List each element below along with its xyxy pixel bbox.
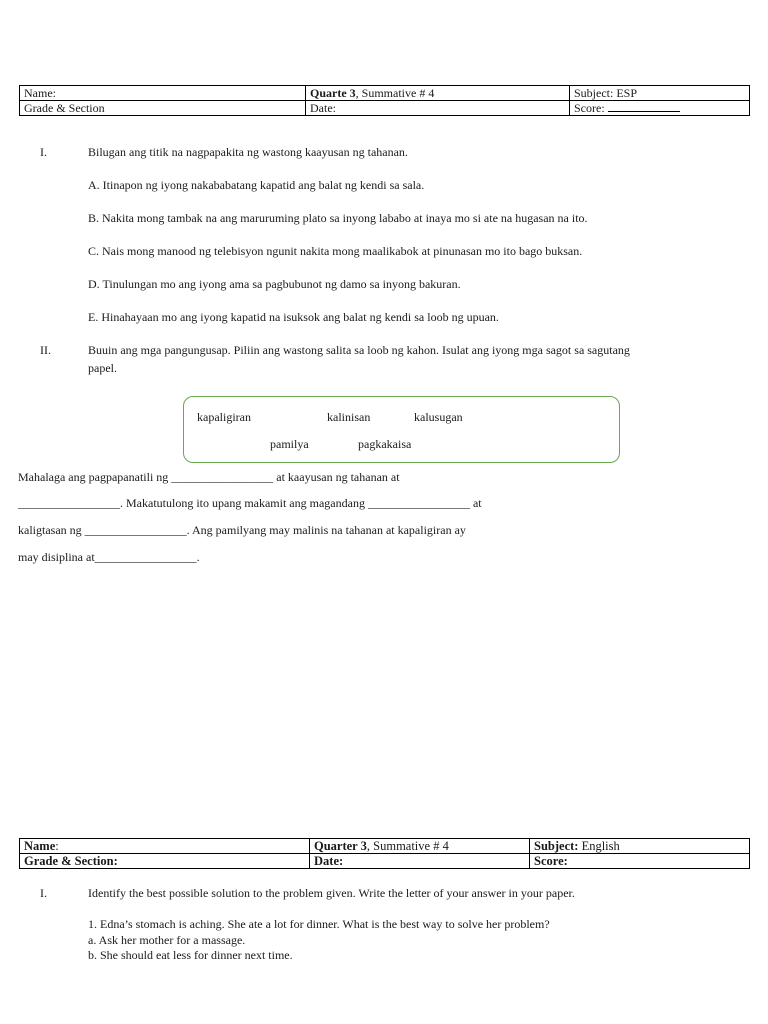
quarter-label-2: Quarter 3 [314, 839, 367, 853]
paragraph-line-2: _________________. Makatutulong ito upang makamit ang magandang _________________ at [18, 496, 482, 510]
date-cell-2 [310, 854, 530, 869]
subject-value-2: English [578, 839, 620, 853]
choice-a[interactable]: A. Itinapon ng iyong nakababatang kapatid ang balat ng kendi sa sala. [88, 178, 425, 192]
paragraph-line-3: kaligtasan ng _________________. Ang pamilyang may malinis na tahanan at kapaligiran ay [18, 523, 466, 537]
section2-instruction-line2: papel. [88, 361, 117, 375]
word-kapaligiran: kapaligiran [197, 410, 251, 424]
word-kalinisan: kalinisan [327, 410, 371, 424]
grade-cell-2 [20, 854, 310, 869]
section3-instruction: Identify the best possible solution to the problem given. Write the letter of your answer in your paper. [88, 886, 575, 900]
quarter-cell-2 [310, 839, 530, 854]
header-table-english [19, 838, 750, 869]
paragraph-line-1: Mahalaga ang pagpapanatili ng _________________ at kaayusan ng tahanan at [18, 470, 400, 484]
score-blank [608, 101, 680, 112]
score-label-2: Score: [534, 854, 568, 868]
header-table-esp [19, 85, 750, 116]
section1-numeral: I. [40, 145, 47, 159]
section2-numeral: II. [40, 343, 51, 357]
section2-instruction-line1: Buuin ang mga pangungusap. Piliin ang wastong salita sa loob ng kahon. Isulat ang iyong mga sagot sa sagutang [88, 343, 630, 357]
word-kalusugan: kalusugan [414, 410, 463, 424]
name-label: Name: [24, 86, 56, 100]
choice-d[interactable]: D. Tinulungan mo ang iyong ama sa pagbubunot ng damo sa inyong bakuran. [88, 277, 461, 291]
name-colon-2: : [55, 839, 59, 853]
name-cell-2 [20, 839, 310, 854]
subject-label: Subject: ESP [574, 86, 638, 100]
word-pamilya: pamilya [270, 437, 309, 451]
grade-label-2: Grade & Section: [24, 854, 118, 868]
score-cell-2 [530, 854, 750, 869]
option-b[interactable]: b. She should eat less for dinner next time. [88, 948, 293, 962]
choice-b[interactable]: B. Nakita mong tambak na ang maruruming plato sa inyong lababo at inaya mo si ate na hugasan na ito. [88, 211, 588, 225]
subject-cell-2 [530, 839, 750, 854]
name-cell [20, 86, 306, 101]
quarter-label: Quarte 3 [310, 86, 356, 100]
choice-e[interactable]: E. Hinahayaan mo ang iyong kapatid na isuksok ang balat ng kendi sa loob ng upuan. [88, 310, 499, 324]
paragraph-line-4: may disiplina at_________________. [18, 550, 200, 564]
subject-label-2: Subject: [534, 839, 579, 853]
score-cell [570, 101, 750, 116]
quarter-cell [306, 86, 570, 101]
question-1: 1. Edna’s stomach is aching. She ate a lot for dinner. What is the best way to solve her problem? [88, 917, 550, 931]
date-cell [306, 101, 570, 116]
date-label: Date: [310, 101, 336, 115]
date-label-2: Date: [314, 854, 344, 868]
subject-cell [570, 86, 750, 101]
grade-cell [20, 101, 306, 116]
name-label-2: Name [24, 839, 56, 853]
section1-instruction: Bilugan ang titik na nagpapakita ng wastong kaayusan ng tahanan. [88, 145, 408, 159]
choice-c[interactable]: C. Nais mong manood ng telebisyon ngunit nakita mong maalikabok at pinunasan mo ito bago buksan. [88, 244, 583, 258]
score-label: Score: [574, 101, 608, 115]
word-pagkakaisa: pagkakaisa [358, 437, 412, 451]
word-box [183, 396, 620, 463]
summative-label: , Summative # 4 [355, 86, 435, 100]
summative-label-2: , Summative # 4 [366, 839, 449, 853]
grade-label: Grade & Section [24, 101, 105, 115]
option-a[interactable]: a. Ask her mother for a massage. [88, 933, 246, 947]
section3-numeral: I. [40, 886, 47, 900]
